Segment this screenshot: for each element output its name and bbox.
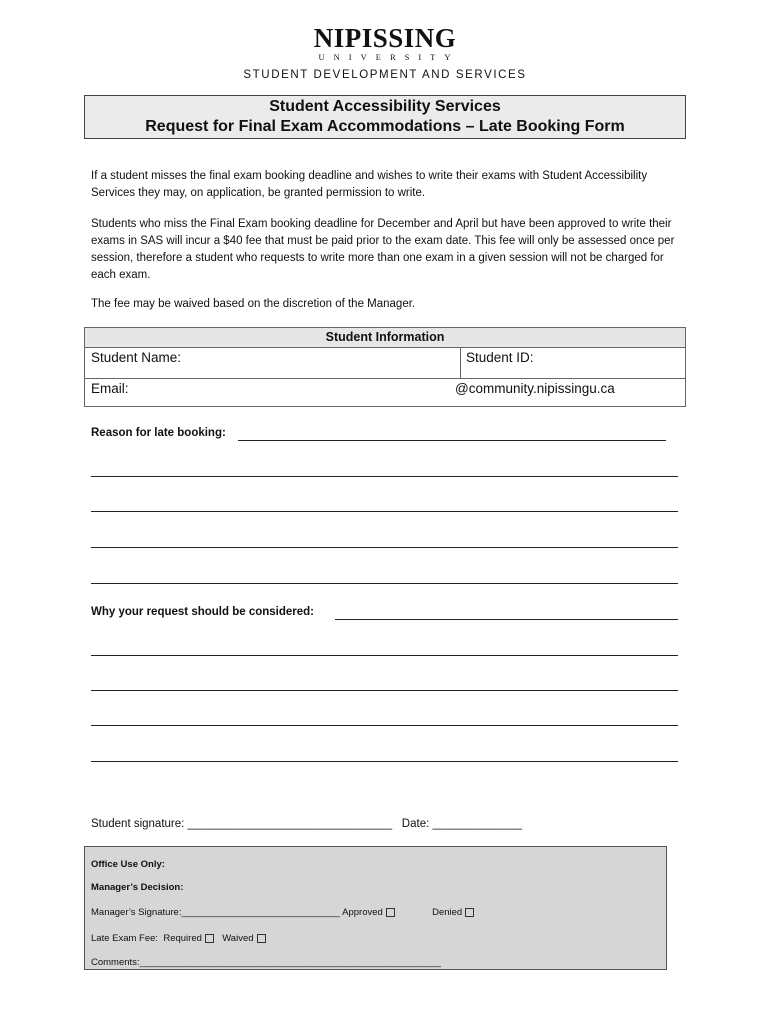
logo-sub: UNIVERSITY <box>318 52 460 62</box>
student-name-row[interactable] <box>85 348 685 379</box>
student-info-table <box>84 327 686 407</box>
manager-decision-row <box>91 907 477 918</box>
why-line[interactable] <box>91 725 678 726</box>
denied-checkbox[interactable] <box>465 908 474 917</box>
approved-label: Approved <box>342 907 383 918</box>
why-inline-line[interactable] <box>335 619 678 620</box>
office-heading: Office Use Only: <box>91 859 165 870</box>
required-label: Required <box>163 933 202 944</box>
reason-line[interactable] <box>91 476 678 477</box>
cell-divider <box>460 348 461 378</box>
form-title-line2: Request for Final Exam Accommodations – Late Booking Form <box>145 118 625 135</box>
reason-line[interactable] <box>91 583 678 584</box>
late-fee-label: Late Exam Fee: <box>91 933 159 944</box>
student-name-label: Student Name: <box>91 350 182 365</box>
form-title-box <box>84 95 686 139</box>
intro-paragraph-3: The fee may be waived based on the discretion of the Manager. <box>91 298 416 310</box>
why-line[interactable] <box>91 761 678 762</box>
reason-inline-line[interactable] <box>238 440 666 441</box>
email-domain: @community.nipissingu.ca <box>455 381 615 396</box>
student-info-heading: Student Information <box>85 328 685 348</box>
manager-decision-label: Manager’s Decision: <box>91 882 184 893</box>
waived-label: Waived <box>222 933 254 944</box>
late-fee-row <box>91 933 269 944</box>
reason-line[interactable] <box>91 511 678 512</box>
reason-line[interactable] <box>91 547 678 548</box>
intro-paragraph-1: If a student misses the final exam booking deadline and wishes to write their exams with Student Accessibility Services they may, on application, be granted permission to write. <box>91 170 648 199</box>
why-line[interactable] <box>91 690 678 691</box>
required-checkbox[interactable] <box>205 934 214 943</box>
reason-label: Reason for late booking: <box>91 427 226 439</box>
waived-checkbox[interactable] <box>257 934 266 943</box>
date-field[interactable]: Date: ______________ <box>401 818 523 830</box>
denied-label: Denied <box>432 907 463 918</box>
student-signature-field[interactable]: Student signature: ________________________________ <box>91 818 393 830</box>
why-line[interactable] <box>91 655 678 656</box>
manager-signature-field[interactable]: Manager’s Signature:______________________________ <box>91 907 340 918</box>
office-use-box <box>84 846 667 970</box>
comments-field[interactable]: Comments:_________________________________________________________ <box>91 957 441 968</box>
email-label: Email: <box>91 381 129 396</box>
form-title-line1: Student Accessibility Services <box>269 98 501 115</box>
why-label: Why your request should be considered: <box>91 606 315 618</box>
department-name: STUDENT DEVELOPMENT AND SERVICES <box>243 69 527 81</box>
signature-row <box>91 818 522 830</box>
intro-paragraph-2: Students who miss the Final Exam booking deadline for December and April but have been approved to write their exams in SAS will incur a $40 fee that must be paid prior to the exam date. This fee will only be assessed once per session, therefore a student who requests to write more than one exam in a given session will not be charged for each exam. <box>91 218 675 281</box>
university-logo <box>0 24 770 62</box>
logo-name: NIPISSING <box>313 23 457 53</box>
student-id-label: Student ID: <box>466 350 534 365</box>
email-row[interactable] <box>85 379 685 409</box>
approved-checkbox[interactable] <box>386 908 395 917</box>
